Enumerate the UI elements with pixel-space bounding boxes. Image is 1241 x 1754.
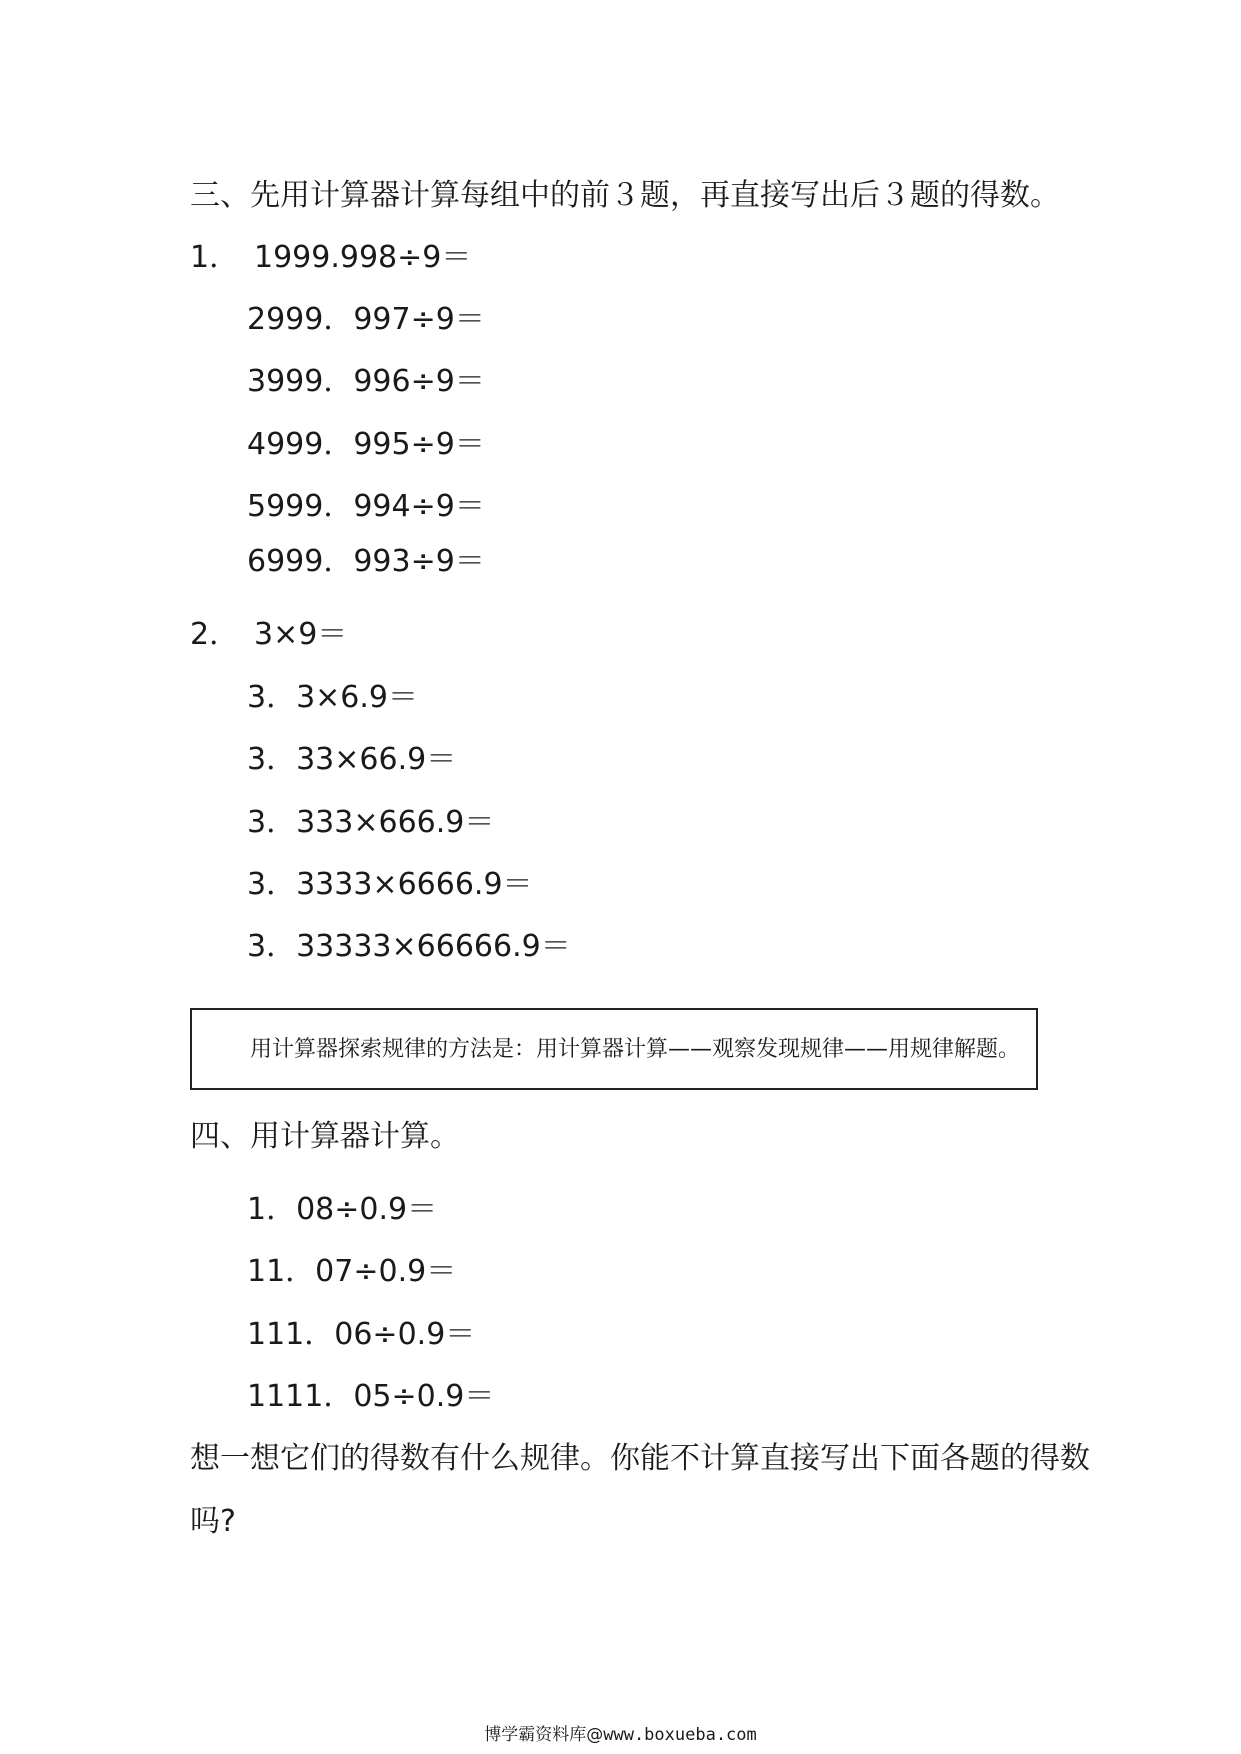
problem-2-first-line [190, 615, 347, 655]
problem-1-first-line [190, 238, 471, 278]
equation: 5999．994÷9＝ [247, 489, 485, 524]
method-notice-box [190, 1008, 1038, 1090]
section-3-heading: 三、先用计算器计算每组中的前３题，再直接写出后３题的得数。 [190, 178, 1060, 213]
equation: 111．06÷0.9＝ [247, 1317, 476, 1352]
footer-brand: 博学霸资料库@ [484, 1725, 604, 1745]
equation: 3．33×66.9＝ [247, 742, 457, 777]
question-text: 想一想它们的得数有什么规律。你能不计算直接写出下面各题的得数 [190, 1441, 1090, 1476]
equation: 3．3×6.9＝ [247, 680, 419, 715]
equation: 11．07÷0.9＝ [247, 1254, 457, 1289]
problem-1-label: 1． [190, 240, 240, 275]
question-text-continued: 吗? [190, 1504, 236, 1539]
footer-watermark [0, 1723, 1241, 1747]
equation: 3999．996÷9＝ [247, 364, 485, 399]
equation: 3．333×666.9＝ [247, 805, 495, 840]
method-notice-text: 用计算器探索规律的方法是：用计算器计算——观察发现规律——用规律解题。 [250, 1037, 1021, 1062]
equation: 1999.998÷9＝ [254, 240, 472, 275]
equation: 3×9＝ [254, 617, 348, 652]
equation: 6999．993÷9＝ [247, 544, 485, 579]
section-4-heading: 四、用计算器计算。 [190, 1119, 460, 1154]
equation: 4999．995÷9＝ [247, 427, 485, 462]
equation: 2999．997÷9＝ [247, 302, 485, 337]
equation: 3．33333×66666.9＝ [247, 929, 571, 964]
footer-url: www.boxueba.com [603, 1725, 757, 1745]
equation: 1．08÷0.9＝ [247, 1192, 438, 1227]
equation: 3．3333×6666.9＝ [247, 867, 533, 902]
problem-2-label: 2． [190, 617, 240, 652]
equation: 1111．05÷0.9＝ [247, 1379, 495, 1414]
